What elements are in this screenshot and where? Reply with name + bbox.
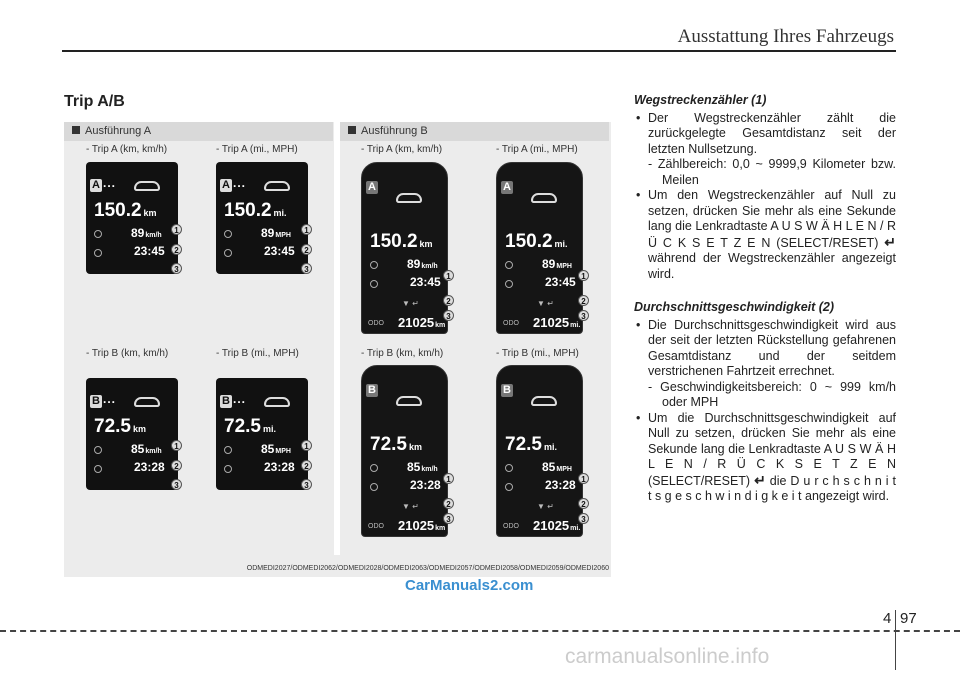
odometer-unit: km: [435, 525, 446, 532]
variant-b-label: Ausführung B: [361, 125, 428, 137]
speed-icon: [370, 261, 378, 269]
variant-a-label: Ausführung A: [85, 125, 152, 137]
trip-distance-value: 72.5: [94, 416, 131, 437]
trip-distance-value: 150.2: [224, 200, 272, 221]
section-title: Trip A/B: [64, 93, 125, 110]
speed-icon: [94, 230, 102, 238]
bullet-trip-description: • Der Wegstreckenzähler zählt die zurückgelegte Gesamtdistanz seit der letzten Nullsetzung.: [634, 111, 896, 158]
trip-distance: [505, 231, 568, 253]
square-icon: [72, 126, 80, 134]
trip-distance-value: 150.2: [370, 231, 418, 252]
cluster-display: [86, 378, 178, 490]
avg-speed-value: 89: [131, 226, 145, 240]
clock-icon: [505, 280, 513, 288]
footer-rule: [0, 630, 960, 632]
clock-icon: [370, 280, 378, 288]
square-icon: [348, 126, 356, 134]
drive-time: 23:45: [134, 244, 165, 258]
avg-speed-unit: km/h: [145, 232, 162, 239]
trip-distance-unit: km: [408, 442, 422, 452]
menu-controls-icon: ▼ ↵: [537, 299, 554, 308]
trip-indicator: B: [90, 395, 102, 408]
callout-1: 1: [578, 270, 589, 281]
car-icon: [531, 396, 557, 406]
variant-divider: [334, 122, 340, 555]
odo-label: ODO: [503, 320, 519, 327]
trip-indicator: B: [501, 384, 513, 397]
callout-2: 2: [171, 244, 182, 255]
callout-2: 2: [443, 295, 454, 306]
drive-time: 23:28: [410, 478, 441, 492]
avg-speed-value: 85: [131, 442, 145, 456]
car-icon: [134, 397, 160, 407]
car-icon: [264, 397, 290, 407]
car-icon: [396, 193, 422, 203]
avg-speed: [407, 460, 438, 474]
drive-time: 23:45: [545, 275, 576, 289]
trip-distance: [505, 434, 557, 456]
variant-a-header: [64, 122, 333, 141]
bullet-trip-reset-a: Um den Wegstreckenzähler auf Null zu setzen, drücken Sie mehr als eine Sekunde lang die Lenkradtaste A U S W Ä H L E N / R Ü C K S E T Z E N (SELECT/RESET): [648, 188, 896, 250]
callout-3: 3: [443, 310, 454, 321]
page-divider: [895, 610, 896, 670]
callout-1: 1: [578, 473, 589, 484]
callout-2: 2: [578, 498, 589, 509]
odometer-value: 21025: [533, 315, 570, 330]
bullet-speed-description: • Die Durchschnittsgeschwindigkeit wird aus der seit der letzten Rückstellung gefahrenen Gesamtdistanz und der seitdem verstrichenen Fahrtzeit errechnet.: [634, 318, 896, 380]
bullet-speed-reset-b: die D u r c h s c h n i t t s g e s c h w i n d i g k e i t angezeigt wird.: [648, 473, 896, 503]
drive-time: 23:28: [545, 478, 576, 492]
trip-indicator: B: [220, 395, 232, 408]
avg-speed: [542, 257, 572, 271]
odometer-unit: km: [435, 322, 446, 329]
trip-distance-value: 72.5: [505, 434, 542, 455]
odometer-unit: mi.: [570, 525, 581, 532]
callout-2: 2: [301, 460, 312, 471]
speed-icon: [505, 261, 513, 269]
heading-odometer-trip: Wegstreckenzähler (1): [634, 93, 767, 107]
callout-3: 3: [301, 263, 312, 274]
callout-1: 1: [171, 224, 182, 235]
avg-speed: [407, 257, 438, 271]
avg-speed-unit: MPH: [556, 466, 572, 473]
drive-time: 23:28: [264, 460, 295, 474]
panel-label: - Trip A (mi., MPH): [216, 144, 298, 155]
panel-label: - Trip B (km, km/h): [86, 348, 169, 359]
trip-distance-unit: km: [143, 208, 157, 218]
enter-icon: ↵: [754, 471, 766, 488]
trip-distance-unit: mi.: [554, 239, 568, 249]
heading-average-speed: Durchschnittsgeschwindigkeit (2): [634, 300, 835, 314]
header-rule: [62, 50, 896, 52]
cluster-display: [496, 365, 583, 537]
odo-label: ODO: [368, 320, 384, 327]
avg-speed-value: 89: [542, 257, 556, 271]
callout-2: 2: [301, 244, 312, 255]
range-speed: - Geschwindigkeitsbereich: 0 ~ 999 km/h oder MPH: [648, 379, 896, 409]
enter-icon: ↵: [884, 233, 896, 250]
callout-3: 3: [443, 513, 454, 524]
trip-distance: [224, 416, 276, 438]
avg-speed: [261, 226, 291, 240]
odometer-value: 21025: [398, 315, 435, 330]
speed-icon: [224, 230, 232, 238]
avg-speed-value: 85: [542, 460, 556, 474]
odo-label: ODO: [368, 523, 384, 530]
panel-label: - Trip B (mi., MPH): [496, 348, 579, 359]
panel-label: - Trip B (mi., MPH): [216, 348, 299, 359]
panel-label: - Trip A (mi., MPH): [496, 144, 578, 155]
trip-indicator: B: [366, 384, 378, 397]
odometer-value: 21025: [533, 518, 570, 533]
trip-indicator: A: [501, 181, 513, 194]
cluster-display: [361, 365, 448, 537]
page-number: 97: [900, 610, 917, 627]
avg-speed-value: 89: [407, 257, 421, 271]
dots: ...: [103, 176, 117, 190]
dots: ...: [233, 176, 247, 190]
bullet-trip-reset: [634, 188, 896, 282]
callout-3: 3: [301, 479, 312, 490]
trip-distance-unit: mi.: [543, 442, 557, 452]
chapter-number: 4: [883, 610, 892, 627]
bullet-speed-reset: [634, 411, 896, 505]
callout-1: 1: [301, 440, 312, 451]
car-icon: [396, 396, 422, 406]
clock-icon: [224, 465, 232, 473]
callout-2: 2: [171, 460, 182, 471]
speed-icon: [224, 446, 232, 454]
cluster-display: [216, 378, 308, 490]
cluster-display: [361, 162, 448, 334]
car-icon: [264, 181, 290, 191]
avg-speed-unit: km/h: [421, 263, 438, 270]
avg-speed-value: 85: [261, 442, 275, 456]
odometer: [398, 518, 445, 533]
panel-label: - Trip B (km, km/h): [361, 348, 444, 359]
trip-distance: [370, 231, 433, 253]
avg-speed-unit: km/h: [145, 448, 162, 455]
avg-speed-unit: MPH: [275, 448, 291, 455]
odometer-value: 21025: [398, 518, 435, 533]
bullet-trip-reset-b: während der Wegstreckenzähler angezeigt wird.: [648, 251, 896, 281]
variant-b-header: [340, 122, 609, 141]
odometer: [398, 315, 445, 330]
car-icon: [134, 181, 160, 191]
callout-1: 1: [443, 270, 454, 281]
clock-icon: [94, 465, 102, 473]
odometer: [533, 518, 580, 533]
body-text: [634, 93, 896, 505]
avg-speed-unit: MPH: [275, 232, 291, 239]
clock-icon: [505, 483, 513, 491]
trip-distance-value: 72.5: [370, 434, 407, 455]
drive-time: 23:28: [134, 460, 165, 474]
trip-distance-unit: mi.: [273, 208, 287, 218]
clock-icon: [94, 249, 102, 257]
speed-icon: [505, 464, 513, 472]
avg-speed: [542, 460, 572, 474]
speed-icon: [370, 464, 378, 472]
avg-speed-unit: MPH: [556, 263, 572, 270]
dots: ...: [233, 392, 247, 406]
callout-1: 1: [171, 440, 182, 451]
figure-codes: ODMEDI2027/ODMEDI2062/ODMEDI2028/ODMEDI2063/ODMEDI2057/ODMEDI2058/ODMEDI2059/ODMEDI2060: [246, 565, 609, 572]
avg-speed-value: 85: [407, 460, 421, 474]
callout-3: 3: [578, 513, 589, 524]
trip-distance: [224, 200, 287, 222]
callout-2: 2: [443, 498, 454, 509]
trip-indicator: A: [90, 179, 102, 192]
watermark-link[interactable]: CarManuals2.com: [405, 577, 534, 594]
trip-distance-value: 150.2: [94, 200, 142, 221]
avg-speed: [261, 442, 291, 456]
drive-time: 23:45: [410, 275, 441, 289]
clock-icon: [224, 249, 232, 257]
drive-time: 23:45: [264, 244, 295, 258]
callout-1: 1: [301, 224, 312, 235]
trip-distance-unit: km: [419, 239, 433, 249]
menu-controls-icon: ▼ ↵: [402, 502, 419, 511]
instrument-figure: [64, 122, 611, 577]
trip-distance: [94, 416, 146, 438]
callout-2: 2: [578, 295, 589, 306]
dots: ...: [103, 392, 117, 406]
trip-distance: [94, 200, 157, 222]
trip-indicator: A: [366, 181, 378, 194]
menu-controls-icon: ▼ ↵: [537, 502, 554, 511]
cluster-display: [86, 162, 178, 274]
trip-distance-unit: mi.: [262, 424, 276, 434]
odometer: [533, 315, 580, 330]
cluster-display: [216, 162, 308, 274]
avg-speed: [131, 442, 162, 456]
panel-label: - Trip A (km, km/h): [361, 144, 443, 155]
callout-3: 3: [171, 479, 182, 490]
avg-speed-value: 89: [261, 226, 275, 240]
page-header-title: Ausstattung Ihres Fahrzeugs: [677, 26, 894, 47]
odo-label: ODO: [503, 523, 519, 530]
callout-3: 3: [171, 263, 182, 274]
site-watermark: carmanualsonline.info: [565, 645, 770, 668]
car-icon: [531, 193, 557, 203]
callout-1: 1: [443, 473, 454, 484]
trip-indicator: A: [220, 179, 232, 192]
clock-icon: [370, 483, 378, 491]
odometer-unit: mi.: [570, 322, 581, 329]
bullet-speed-reset-a: Um die Durchschnittsgeschwindigkeit auf Null zu setzen, drücken Sie mehr als eine Sekunde lang die Lenkradtaste A U S W Ä H L E N / R Ü C K S E T Z E N (SELECT/RESET): [648, 410, 896, 488]
trip-distance-value: 150.2: [505, 231, 553, 252]
avg-speed-unit: km/h: [421, 466, 438, 473]
avg-speed: [131, 226, 162, 240]
speed-icon: [94, 446, 102, 454]
trip-distance: [370, 434, 422, 456]
menu-controls-icon: ▼ ↵: [402, 299, 419, 308]
panel-label: - Trip A (km, km/h): [86, 144, 168, 155]
range-trip: - Zählbereich: 0,0 ~ 9999,9 Kilometer bzw. Meilen: [648, 157, 896, 187]
trip-distance-value: 72.5: [224, 416, 261, 437]
cluster-display: [496, 162, 583, 334]
trip-distance-unit: km: [132, 424, 146, 434]
callout-3: 3: [578, 310, 589, 321]
